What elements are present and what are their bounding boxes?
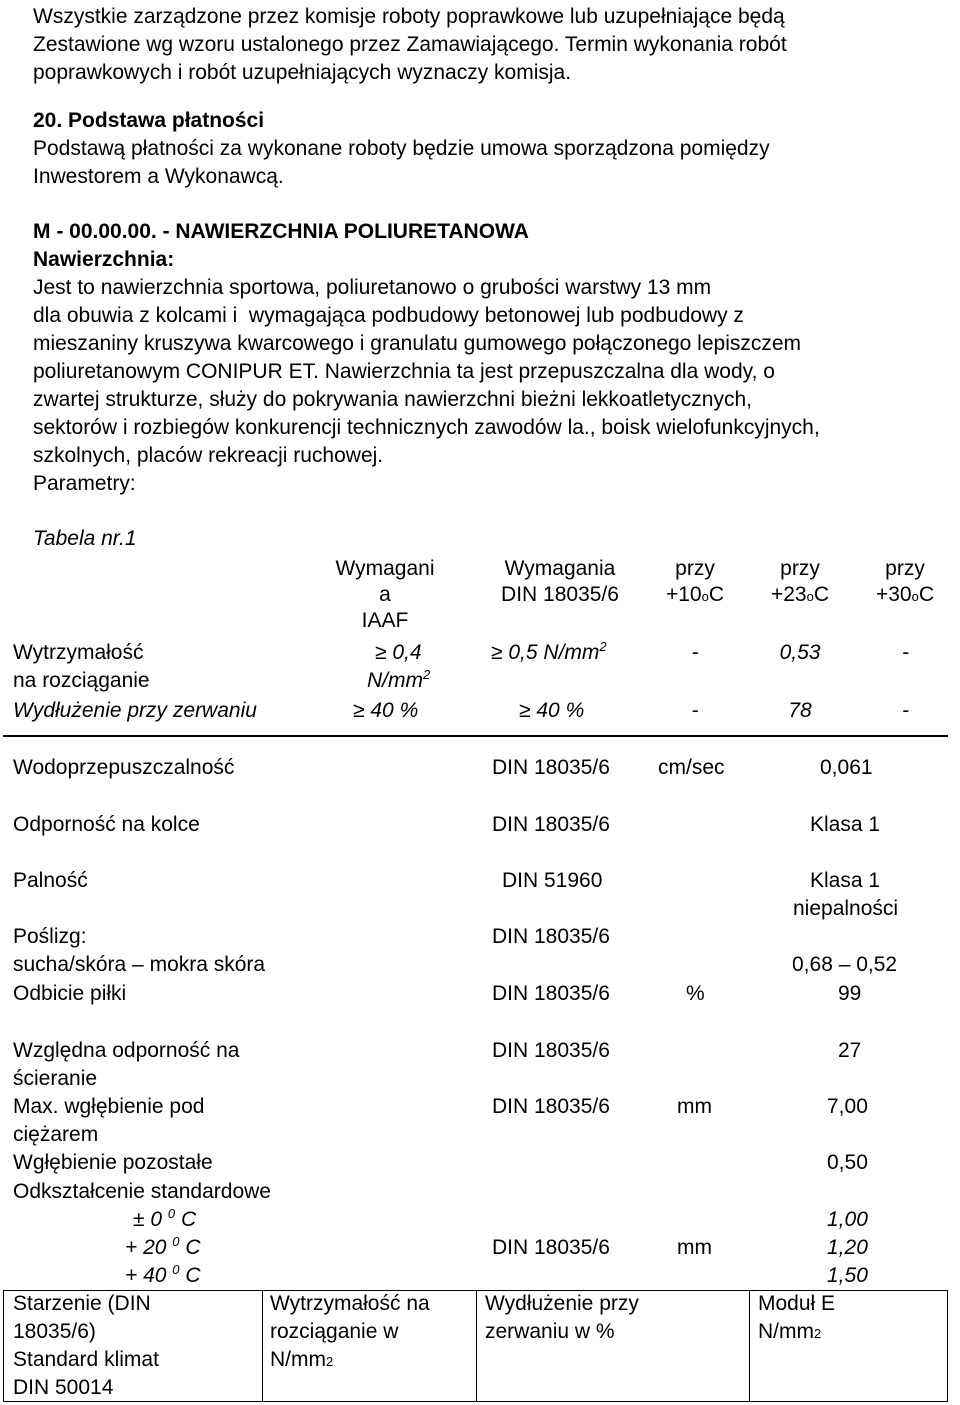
intro-line-1: Wszystkie zarządzone przez komisje roboty poprawkowe lub uzupełniające będą xyxy=(33,5,785,28)
bounce-norm: DIN 18035/6 xyxy=(492,982,610,1005)
section-20-line-2: Inwestorem a Wykonawcą. xyxy=(33,165,284,188)
bounce-label: Odbicie piłki xyxy=(13,982,127,1005)
elongation-t10: - xyxy=(691,699,699,722)
indent-label-2: ciężarem xyxy=(13,1123,99,1146)
bounce-unit: % xyxy=(686,982,705,1005)
permeability-label: Wodoprzepuszczalność xyxy=(13,756,235,779)
deform-value-3: 1,50 xyxy=(827,1264,868,1287)
aging-label-4: DIN 50014 xyxy=(13,1376,114,1399)
spec-line-3: mieszaniny kruszywa kwarcowego i granulatu gumowego połączonego lepiszczem xyxy=(33,332,802,355)
abrasion-label-2: ścieranie xyxy=(13,1067,98,1090)
residual-label: Wgłębienie pozostałe xyxy=(13,1151,213,1174)
header-din-1: Wymagania xyxy=(504,557,616,580)
fire-norm: DIN 51960 xyxy=(502,869,603,892)
aging-label-1: Starzenie (DIN xyxy=(13,1292,151,1315)
deform-row-3: + 40 $^0$ C xyxy=(125,1262,201,1287)
aging-elongation-1: Wydłużenie przy xyxy=(485,1292,639,1315)
spec-line-7: szkolnych, placów rekreacji ruchowej. xyxy=(33,444,384,467)
elongation-iaaf: ≥ 40 % xyxy=(353,699,419,722)
tensile-t30: - xyxy=(902,641,909,664)
deform-row-2: + 20 $^0$ C xyxy=(125,1234,201,1259)
header-iaaf-3: IAAF xyxy=(361,609,409,632)
tensile-label-1: Wytrzymałość xyxy=(13,641,144,664)
tensile-label-2: na rozciąganie xyxy=(13,669,150,692)
tensile-iaaf-2: $N/mm^2$ xyxy=(367,667,431,692)
spec-line-4: poliuretanowym CONIPUR ET. Nawierzchnia ta jest przepuszczalna dla wody, o xyxy=(33,360,775,383)
spec-heading: M - 00.00.00. - NAWIERZCHNIA POLIURETANOWA xyxy=(33,220,529,243)
aging-col-divider-1 xyxy=(262,1290,263,1402)
tensile-t23: 0,53 xyxy=(779,641,821,664)
elongation-t23: 78 xyxy=(788,699,812,722)
fire-value-2: niepalności xyxy=(793,897,899,920)
aging-modulus-2: N/mm2 xyxy=(758,1320,822,1343)
aging-label-3: Standard klimat xyxy=(13,1348,159,1371)
spec-line-1: Jest to nawierzchnia sportowa, poliuretanowo o grubości warstwy 13 mm xyxy=(33,276,712,299)
deform-norm: DIN 18035/6 xyxy=(492,1236,610,1259)
aging-col-divider-2 xyxy=(476,1290,477,1402)
tensile-din: ≥ 0,5 $N/mm^2$ xyxy=(491,639,607,664)
table-caption: Tabela nr.1 xyxy=(33,527,137,550)
section-20-heading: 20. Podstawa płatności xyxy=(33,109,265,132)
deform-row-1: ± 0 $^0$ C xyxy=(133,1206,197,1231)
aging-left-border xyxy=(3,1290,4,1402)
elongation-din: ≥ 40 % xyxy=(519,699,585,722)
permeability-norm: DIN 18035/6 xyxy=(492,756,610,779)
header-t30-1: przy xyxy=(885,557,925,580)
indent-value: 7,00 xyxy=(827,1095,868,1118)
aging-label-2: 18035/6) xyxy=(13,1320,96,1343)
spike-value: Klasa 1 xyxy=(810,813,881,836)
slip-label-1: Poślizg: xyxy=(13,925,87,948)
aging-col-divider-3 xyxy=(749,1290,750,1402)
fire-label: Palność xyxy=(13,869,88,892)
indent-label-1: Max. wgłębienie pod xyxy=(13,1095,205,1118)
permeability-value: 0,061 xyxy=(820,756,873,779)
header-din-2: DIN 18035/6 xyxy=(501,583,619,606)
indent-unit: mm xyxy=(677,1095,712,1118)
abrasion-value: 27 xyxy=(838,1039,862,1062)
deform-label: Odkształcenie standardowe xyxy=(13,1180,271,1203)
permeability-unit: cm/sec xyxy=(658,756,725,779)
aging-tensile-1: Wytrzymałość na xyxy=(270,1292,430,1315)
header-t23-1: przy xyxy=(780,557,820,580)
aging-elongation-2: zerwaniu w % xyxy=(485,1320,615,1343)
deform-value-1: 1,00 xyxy=(827,1208,868,1231)
elongation-label: Wydłużenie przy zerwaniu xyxy=(13,699,257,722)
deform-unit: mm xyxy=(677,1236,712,1259)
parameters-label: Parametry: xyxy=(33,472,136,495)
aging-modulus-1: Moduł E xyxy=(758,1292,836,1315)
indent-norm: DIN 18035/6 xyxy=(492,1095,610,1118)
intro-line-3: poprawkowych i robót uzupełniających wyznaczy komisja. xyxy=(33,61,572,84)
residual-value: 0,50 xyxy=(827,1151,868,1174)
header-t10-2: +10oC xyxy=(665,583,725,606)
aging-tensile-3: N/mm2 xyxy=(270,1348,334,1371)
spec-line-5: zwartej strukturze, służy do pokrywania nawierzchni bieżni lekkoatletycznych, xyxy=(33,388,752,411)
slip-value: 0,68 – 0,52 xyxy=(792,953,898,976)
bounce-value: 99 xyxy=(838,982,862,1005)
spike-label: Odporność na kolce xyxy=(13,813,200,836)
intro-line-2: Zestawione wg wzoru ustalonego przez Zamawiającego. Termin wykonania robót xyxy=(33,33,787,56)
spike-norm: DIN 18035/6 xyxy=(492,813,610,836)
slip-norm: DIN 18035/6 xyxy=(492,925,610,948)
elongation-t30: - xyxy=(902,699,909,722)
aging-right-border xyxy=(947,1290,948,1402)
table-divider xyxy=(3,735,948,737)
tensile-iaaf-1: ≥ 0,4 xyxy=(375,641,422,664)
deform-value-2: 1,20 xyxy=(827,1236,868,1259)
abrasion-label-1: Względna odporność na xyxy=(13,1039,240,1062)
spec-subheading: Nawierzchnia: xyxy=(33,248,175,271)
aging-tensile-2: rozciąganie w xyxy=(270,1320,399,1343)
header-t23-2: +23oC xyxy=(770,583,830,606)
header-iaaf-2: a xyxy=(379,583,391,606)
header-t30-2: +30oC xyxy=(875,583,935,606)
header-iaaf-1: Wymagani xyxy=(335,557,435,580)
spec-line-2: dla obuwia z kolcami i wymagająca podbudowy betonowej lub podbudowy z xyxy=(33,304,744,327)
abrasion-norm: DIN 18035/6 xyxy=(492,1039,610,1062)
slip-label-2: sucha/skóra – mokra skóra xyxy=(13,953,266,976)
spec-line-6: sektorów i rozbiegów konkurencji technicznych zawodów la., boisk wielofunkcyjnych, xyxy=(33,416,820,439)
tensile-t10: - xyxy=(691,641,699,664)
fire-value-1: Klasa 1 xyxy=(810,869,881,892)
section-20-line-1: Podstawą płatności za wykonane roboty będzie umowa sporządzona pomiędzy xyxy=(33,137,770,160)
header-t10-1: przy xyxy=(675,557,715,580)
